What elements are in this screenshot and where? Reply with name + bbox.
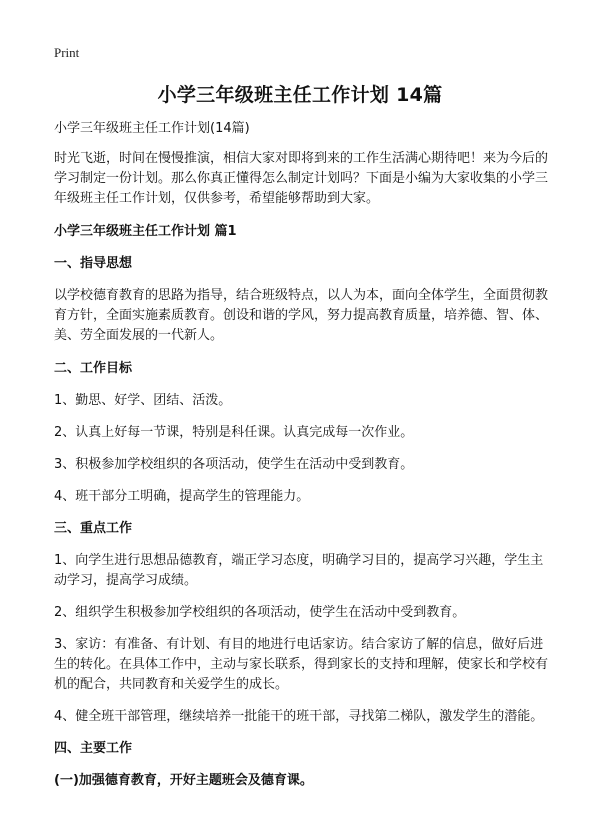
list-item: 2、认真上好每一节课，特别是科任课。认真完成每一次作业。 xyxy=(54,425,414,440)
list-item: 1、向学生进行思想品德教育，端正学习态度，明确学习目的，提高学习兴趣，学生主动学习，提高学习成绩。 xyxy=(54,553,544,588)
section-heading-guiding-ideology: 一、指导思想 xyxy=(54,256,133,271)
list-item: 3、积极参加学校组织的各项活动，使学生在活动中受到教育。 xyxy=(54,457,414,472)
guiding-ideology-paragraph: 以学校德育教育的思路为指导，结合班级特点，以人为本，面向全体学生，全面贯彻教育方针，全面实施素质教育。创设和谐的学风，努力提高教育质量，培养德、智、体、美、劳全面发展的一代新人。 xyxy=(54,288,549,343)
page-title: 小学三年级班主任工作计划 14篇 xyxy=(157,84,443,106)
section-heading-work-goals: 二、工作目标 xyxy=(54,361,133,376)
document-subtitle: 小学三年级班主任工作计划(14篇) xyxy=(54,121,250,136)
print-link[interactable]: Print xyxy=(54,45,80,60)
sub-heading-moral-education: (一)加强德育教育，开好主题班会及德育课。 xyxy=(54,773,313,788)
article-heading: 小学三年级班主任工作计划 篇1 xyxy=(54,224,237,239)
intro-paragraph: 时光飞逝，时间在慢慢推演，相信大家对即将到来的工作生活满心期待吧！来为今后的学习制定一份计划。那么你真正懂得怎么制定计划吗？下面是小编为大家收集的小学三年级班主任工作计划，仅供参考，希望能够帮助到大家。 xyxy=(54,151,549,206)
document-body xyxy=(54,119,552,791)
section-heading-main-work: 四、主要工作 xyxy=(54,741,133,756)
list-item: 4、班干部分工明确，提高学生的管理能力。 xyxy=(54,489,310,504)
list-item: 3、家访：有准备、有计划、有目的地进行电话家访。结合家访了解的信息，做好后进生的转化。在具体工作中，主动与家长联系，得到家长的支持和理解，使家长和学校有机的配合，共同教育和关爱学生的成长。 xyxy=(54,637,549,692)
section-heading-key-work: 三、重点工作 xyxy=(54,521,133,536)
list-item: 4、健全班干部管理，继续培养一批能干的班干部，寻找第二梯队，激发学生的潜能。 xyxy=(54,709,544,724)
list-item: 2、组织学生积极参加学校组织的各项活动，使学生在活动中受到教育。 xyxy=(54,605,466,620)
list-item: 1、勤思、好学、团结、活泼。 xyxy=(54,393,232,408)
